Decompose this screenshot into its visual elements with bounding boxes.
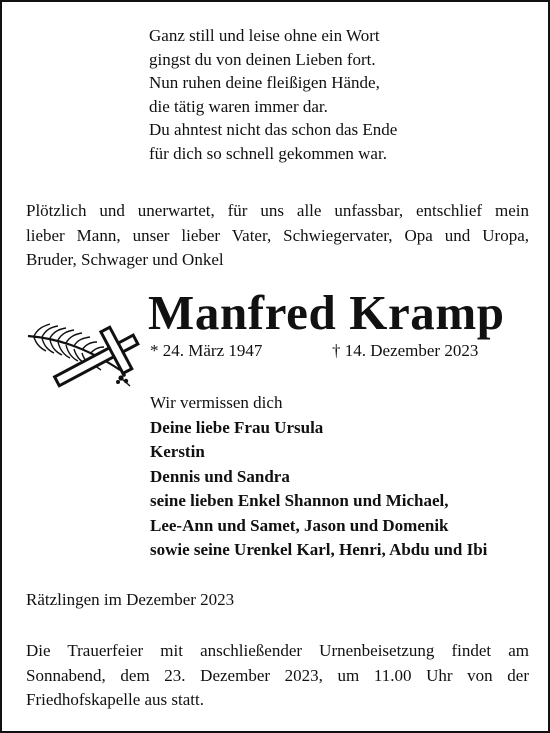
mourner-line: Deine liebe Frau Ursula [150,417,324,437]
death-date: † 14. Dezember 2023 [332,341,479,360]
mourner-line: sowie seine Urenkel Karl, Henri, Abdu und Ibi [150,540,488,559]
poem-line: Nun ruhen deine fleißigen Hände, [149,73,380,92]
funeral-info [26,639,529,713]
mourner-line: seine lieben Enkel Shannon und Michael, [150,491,449,510]
poem-line: Ganz still und leise ohne ein Wort [149,26,380,45]
announcement-line: Plötzlich und unerwartet, für uns alle unfassbar, entschlief mein [26,201,529,220]
poem-line: Du ahntest nicht das schon das Ende [149,120,398,139]
poem-line: gingst du von deinen Lieben fort. [149,49,376,69]
place-and-date: Rätzlingen im Dezember 2023 [26,590,235,609]
mourner-line: Dennis und Sandra [150,466,290,486]
mourners-list [150,391,540,563]
mourner-line: Lee-Ann und Samet, Jason und Domenik [150,515,449,535]
announcement-text [26,199,529,273]
announcement-line: Bruder, Schwager und Onkel [26,250,224,269]
announcement-line: lieber Mann, unser lieber Vater, Schwiegervater, Opa und Uropa, [26,225,529,245]
funeral-line: Sonnabend, dem 23. Dezember 2023, um 11.00 Uhr von der [26,665,529,685]
memorial-poem [149,24,449,165]
mourner-line: Kerstin [150,442,205,461]
deceased-name: Manfred Kramp [148,285,505,340]
funeral-line: Friedhofskapelle aus statt. [26,690,204,709]
mourners-intro: Wir vermissen dich [150,393,283,412]
birth-date: * 24. März 1947 [150,341,263,360]
funeral-line: Die Trauerfeier mit anschließender Urnenbeisetzung findet am [26,641,529,660]
poem-line: die tätig waren immer dar. [149,96,328,116]
poem-line: für dich so schnell gekommen war. [149,143,387,163]
life-dates [150,341,500,365]
cross-with-palm-branch-icon [24,320,149,392]
